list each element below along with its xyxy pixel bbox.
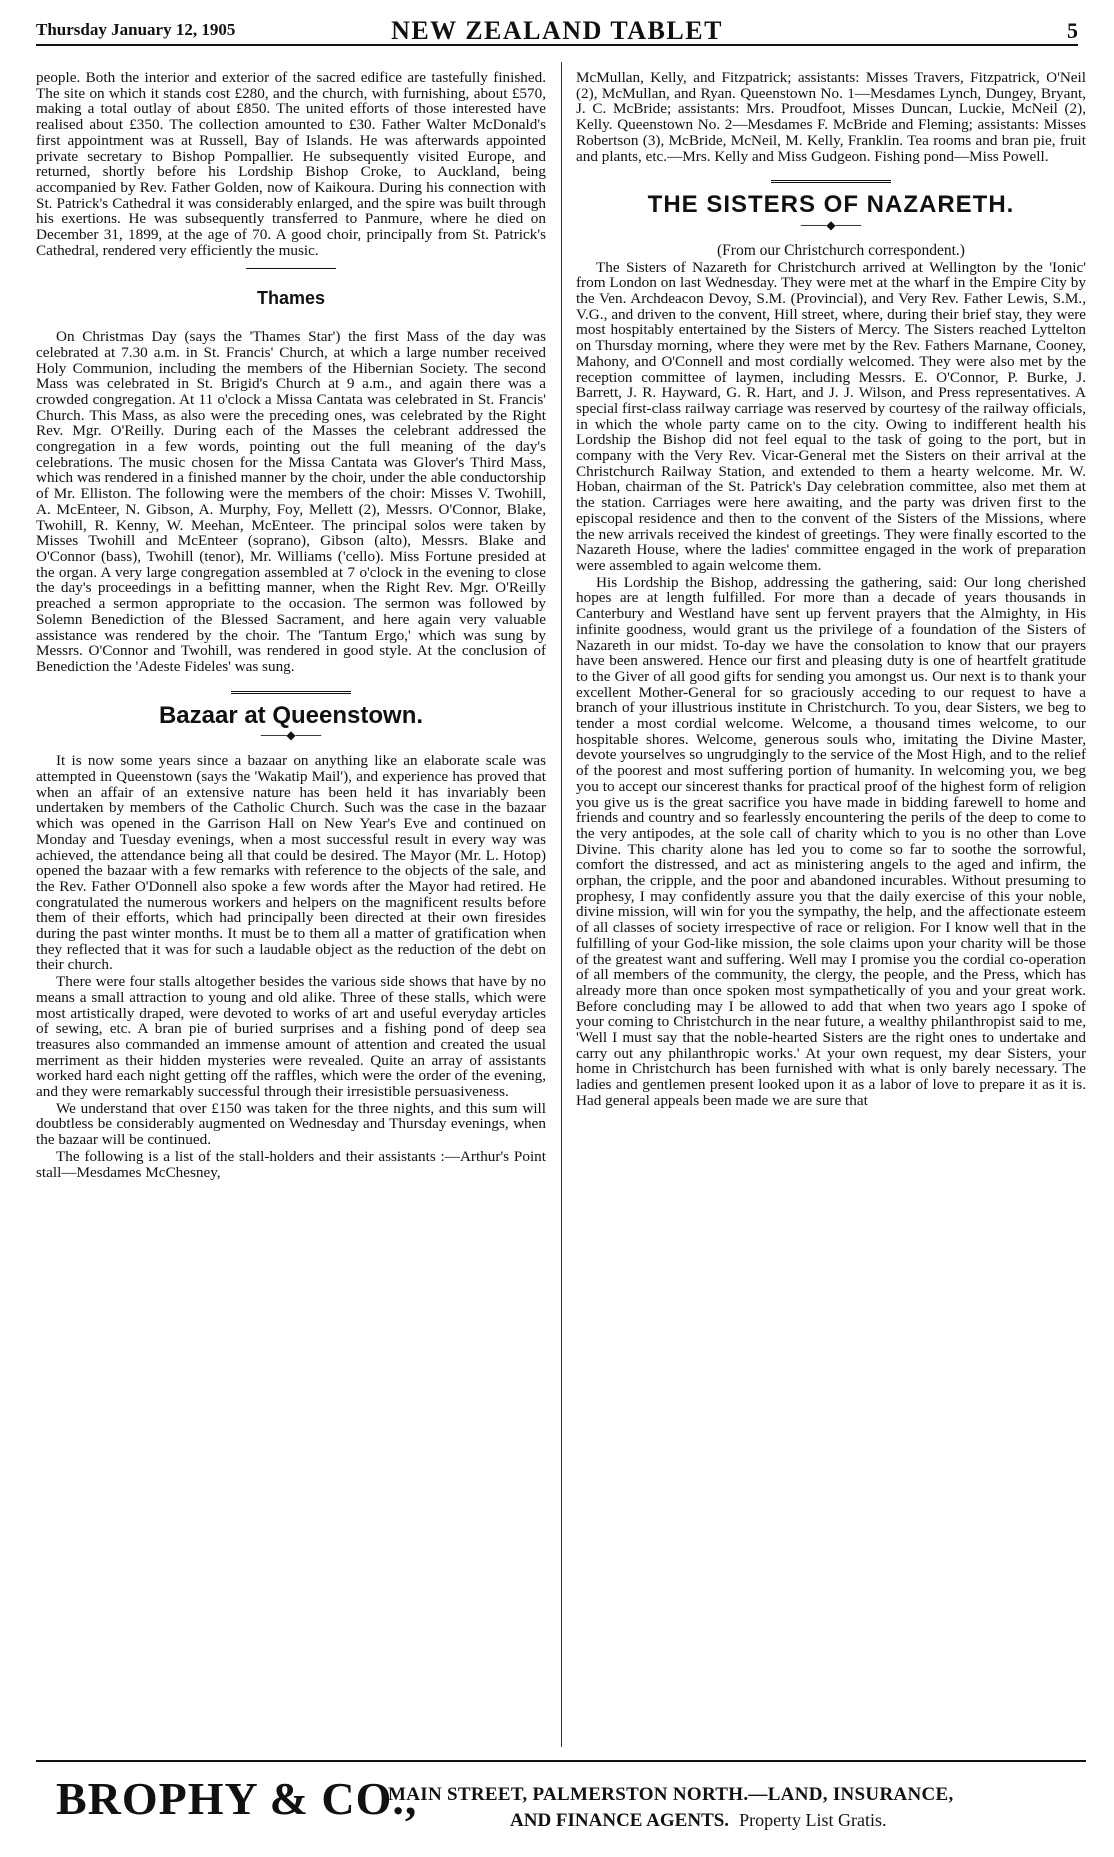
footer-rule (36, 1760, 1086, 1762)
section-rule (246, 268, 336, 269)
left-column (36, 70, 546, 1180)
masthead (36, 18, 1078, 46)
bazaar-paragraph: There were four stalls altogether besides the various side shows that have by no means a small attraction to young and old alike. Three of these stalls, which were most artistically draped, were devoted to works of art and useful everyday articles of sewing, etc. A bran pie of buried surprises and a fishing pond of deep sea treasures also commanded an immense amount of attention and created the usual merriment as their hidden mysteries were revealed. Quite an array of assistants worked hard each night getting off the raffles, which were the order of the evening, and they were remarkably successful through their irresistible persuasiveness. (36, 973, 546, 1101)
issue-date: Thursday January 12, 1905 (36, 20, 236, 39)
stall-list-continuation: McMullan, Kelly, and Fitzpatrick; assistants: Misses Travers, Fitzpatrick, O'Neil (2), McMullan, and Ryan. Queenstown No. 1—Mesdames Lynch, Dungey, Bryant, J. C. McBride; assistants: Mrs. Proudfoot, Misses Duncan, Luckie, McNeil (2), Kelly. Queenstown No. 2—Mesdames F. McBride and Fleming; assistants: Misses Robertson (3), McBride, McNeil, M. Kelly, Franklin. Tea rooms and bran pie, fruit and plants, etc.—Mrs. Kelly and Miss Gudgeon. Fishing pond—Miss Powell. (576, 69, 1086, 165)
sisters-paragraph: His Lordship the Bishop, addressing the gathering, said: Our long cherished hopes are at length fulfilled. For more than a decade of years thousands in Canterbury and Westland have sent up fervent prayers that the Almighty, in His infinite goodness, would grant us the privilege of a foundation of the Sisters of Nazareth in our midst. To-day we have the consolation to know that our prayers have been answered. Hence our first and pleasing duty is one of heartfelt gratitude to the Giver of all good gifts for sending you amongst us. Our next is to thank your excellent Mother-General for so graciously acceding to our request to have a branch of your illustrious institute in Christchurch. To you, dear Sisters, we beg to tender a most cordial welcome. Welcome, a thousand times welcome, to our hospitable shores. Welcome, generous souls who, imitating the Divine Master, devote yourselves so ungrudgingly to the service of the Most High, and to the relief of the poorest and most suffering portion of humanity. In welcoming you, we beg you to accept our sincerest thanks for practical proof of the highest form of religion you give us is the great sacrifice you have made in bidding farewell to home and friends and country and so fearlessly encountering the perils of the deep to come to the very antipodes, at the sole call of charity which to you is no other than Love Divine. This charity alone has led you to come so far to soothe the sorrowful, comfort the distressed, and act as ministering angels to the aged and infirm, the orphan, the cripple, and the poor and abandoned incurables. Without presuming to prophesy, I may confidently assure you that the daily exercise of this your noble, divine mission, will win for you the sympathy, the help, and the affectionate esteem of all classes of society irrespective of race or religion. For I know well that in the fulfilling of your God-like mission, the sole claims upon your charity will be those of the greatest want and suffering. Well may I promise you the cordial co-operation of all members of the community, the clergy, the people, and the Press, which has already more than once spoken most sympathetically of you and your great work. Before concluding may I be allowed to add that when two years ago I spoke of your coming to Christchurch in the near future, a wealthy philanthropist said to me, 'Well I must say that the noble-hearted Sisters are the right ones to undertake and carry out any philanthropic works.' At your own request, my dear Sisters, your home in Christchurch has been furnished with what is only barely necessary. The ladies and gentlemen present looked upon it as a labor of love to prepare it as it is. Had general appeals been made we are sure that (576, 573, 1086, 1109)
section-double-rule (771, 180, 891, 183)
page-number: 5 (1067, 18, 1078, 43)
diamond-ornament-icon: ───◆─── (800, 217, 862, 232)
sisters-heading: THE SISTERS OF NAZARETH. (647, 191, 1015, 219)
right-column (576, 70, 1086, 1109)
thames-paragraph: On Christmas Day (says the 'Thames Star') the first Mass of the day was celebrated at 7.30 a.m. in St. Francis' Church, at which a large number received Holy Communion, including the members of the Hibernian Society. The second Mass was celebrated in St. Brigid's Church at 9 a.m., and again there was a crowded congregation. At 11 o'clock a Missa Cantata was celebrated in St. Francis' Church. This Mass, as also were the preceding ones, was celebrated by the Right Rev. Mgr. O'Reilly. During each of the Masses the celebrant addressed the congregation in a few words, pointing out the full meaning of the day's celebrations. The music chosen for the Missa Cantata was Glover's Third Mass, which was rendered in a finished manner by the choir, under the able conductorship of Mr. Elliston. The following were the members of the choir: Misses V. Twohill, A. McEnteer, N. Gibson, A. Murphy, Foy, Mellett (2), Messrs. O'Connor, Blake, Twohill, R. Kenny, W. Meehan, McEnteer. The principal solos were taken by Misses Twohill and McEnteer (soprano), Gibson (alto), Messrs. Blake and O'Connor (bass), Twohill (tenor), Mr. Williams ('cello). Miss Fortune presided at the organ. A very large congregation assembled at 7 o'clock in the evening to close the day's proceedings in a befitting manner, when the Right Rev. Mgr. O'Reilly preached a sermon appropriate to the occasion. The sermon was followed by Solemn Benediction of the Blessed Sacrament, and here again very valuable assistance was rendered by the choir. The 'Tantum Ergo,' which was sung by Messrs. O'Connor and Twohill, was rendered in good style. At the conclusion of Benediction the 'Adeste Fideles' was sung. (36, 328, 546, 675)
newspaper-title: NEW ZEALAND TABLET (391, 16, 723, 45)
column-divider (561, 62, 562, 1747)
bazaar-paragraph: We understand that over £150 was taken for the three nights, and this sum will doubtless be considerably augmented on Wednesday and Thursday evenings, when the bazaar will be continued. (36, 1099, 546, 1149)
bazaar-paragraph: The following is a list of the stall-holders and their assistants :—Arthur's Point stall—Mesdames McChesney, (36, 1147, 546, 1181)
bazaar-paragraph: It is now some years since a bazaar on anything like an elaborate scale was attempted in Queenstown (says the 'Wakatip Mail'), and experience has proved that when an affair of an extensive nature has been held it has invariably been undertaken by members of the Catholic Church. Such was the case in the bazaar which was opened in the Garrison Hall on New Year's Eve and continued on Monday and Tuesday evenings, when a most successful result in every way was achieved, the attendance being all that could be desired. The Mayor (Mr. L. Hotop) opened the bazaar with a few remarks with reference to the objects of the sale, and the Rev. Father O'Donnell also spoke a few words after the Mayor had retired. He congratulated the numerous workers and helpers on the magnificent results before them of their efforts, which had principally been directed at their own firesides during the past winter months. It must be to them all a matter of gratification when they reflected that it was for such a laudable object as the reduction of the debt on their church. (36, 752, 546, 974)
correspondent-line: (From our Christchurch correspondent.) (717, 241, 965, 259)
advert-property-list: Property List Gratis. (739, 1810, 887, 1830)
advert-brand: BROPHY & CO., (56, 1773, 418, 1824)
advert-services (510, 1810, 887, 1832)
advert-address: MAIN STREET, PALMERSTON NORTH.—LAND, INSURANCE, (388, 1784, 954, 1805)
advert-services-text: AND FINANCE AGENTS. (510, 1810, 730, 1831)
section-double-rule (231, 691, 351, 694)
continued-paragraph: people. Both the interior and exterior of the sacred edifice are tastefully finished. The site on which it stands cost £280, and the church, with furnishing, about £570, making a total outlay of about £850. The united efforts of those interested have realised about £350. The collection amounted to £30. Father Walter McDonald's first appointment was at Russell, Bay of Islands. He was afterwards appointed private secretary to Bishop Pompallier. He subsequently visited Europe, and returned, shortly before his Lordship Bishop Croke, to Auckland, being accompanied by Rev. Father Golden, now of Kaikoura. During his connection with St. Patrick's Cathedral it was considerably enlarged, and the spire was built through his exertions. He was subsequently transferred to Panmure, where he died on December 31, 1899, at the age of 70. A good choir, principally from St. Patrick's Cathedral, rendered very efficiently the music. (36, 69, 546, 259)
bazaar-heading: Bazaar at Queenstown. (158, 701, 424, 729)
diamond-ornament-icon: ───◆─── (260, 728, 322, 743)
sisters-paragraph: The Sisters of Nazareth for Christchurch arrived at Wellington by the 'Ionic' from London on last Wednesday. They were met at the wharf in the Empire City by the Ven. Archdeacon Devoy, S.M. (Provincial), and Very Rev. Father Lewis, S.M., V.G., and driven to the convent, Hill street, where, during their brief stay, they were most hospitably entertained by the Sisters of Mercy. The Sisters reached Lyttelton on Thursday morning, where they were met by the Rev. Fathers Marnane, Cooney, Mahony, and O'Connell and most cordially welcomed. They were also met by the reception committee of laymen, including Messrs. E. O'Connor, P. Burke, J. Barrett, J. R. Hayward, G. R. Hart, and J. J. Wilson, and Press representatives. A special first-class railway carriage was reserved by courtesy of the railway officials, in which the whole party came on to the city. Owing to indifferent health his Lordship the Bishop did not feel equal to the task of going to the port, but in company with the Very Rev. Vicar-General met the Sisters on their arrival at the Christchurch Railway Station, and extended to them a hearty welcome. Mr. W. Hoban, chairman of the St. Patrick's Day celebration committee, also met them at the station. Carriages were here awaiting, and the party was driven first to the episcopal residence and then to the convent of the Sisters of the Missions, where the new arrivals received the kindest of greetings. They were finally escorted to the Nazareth House, where the ladies' committee engaged in the work of preparation were assembled to again welcome them. (576, 258, 1086, 574)
thames-heading: Thames (256, 288, 326, 309)
